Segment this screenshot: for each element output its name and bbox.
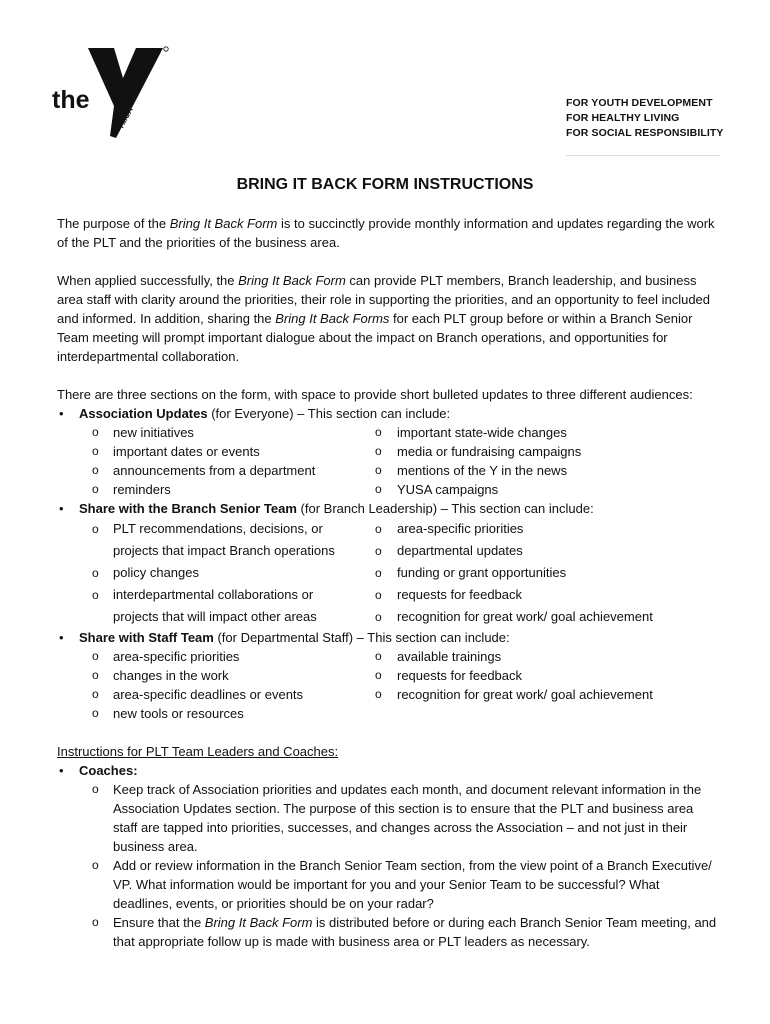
list-item: o area-specific deadlines or events	[57, 685, 375, 704]
benefits-paragraph: When applied successfully, the Bring It Back Form can provide PLT members, Branch leadership, and business area staff with clarity around the priorities, their role in supporting the priorities, and an opportunity to feel included and informed. In addition, sharing the Bring It Back Forms for each PLT group before or within a Branch Senior Team meeting will prompt important dialogue about the impact on Branch operations, and opportunities for interdepartmental collaboration.	[57, 273, 711, 364]
section-staff-team: • Share with Staff Team (for Departmental Staff) – This section can include:	[57, 628, 717, 647]
section-list	[57, 647, 717, 723]
ymca-logo	[52, 44, 177, 144]
list-item: o media or fundraising campaigns	[375, 442, 717, 461]
list-item: o policy changes	[57, 562, 375, 584]
list-item: o changes in the work	[57, 666, 375, 685]
list-item: o mentions of the Y in the news	[375, 461, 717, 480]
instruction-item: o Ensure that the Bring It Back Form is distributed before or during each Branch Senior Team meeting, and that appropriate follow up is made with business area or PLT leaders as necessary.	[57, 913, 717, 951]
section-list	[57, 423, 717, 499]
list-item: o new initiatives	[57, 423, 375, 442]
tagline-line: FOR YOUTH DEVELOPMENT	[566, 97, 713, 109]
section-branch-senior-team: • Share with the Branch Senior Team (for Branch Leadership) – This section can include:	[57, 499, 717, 518]
tagline-line: FOR HEALTHY LIVING	[566, 112, 680, 124]
section-list	[57, 518, 717, 628]
instruction-item: o Keep track of Association priorities and updates each month, and document relevant information in the Association Updates section. The purpose of this section is to ensure that the PLT and business area staff are tapped into priorities, successes, and changes across the Association – and not just in their business area.	[57, 780, 717, 856]
tagline-line: FOR SOCIAL RESPONSIBILITY	[566, 127, 724, 139]
list-item: o recognition for great work/ goal achievement	[375, 606, 717, 628]
list-item: o area-specific priorities	[57, 647, 375, 666]
list-item: o departmental updates	[375, 540, 717, 562]
page-title: BRING IT BACK FORM INSTRUCTIONS	[236, 176, 534, 193]
intro-paragraph: The purpose of the Bring It Back Form is to succinctly provide monthly information and updates regarding the work of the PLT and the priorities of the business area.	[57, 216, 715, 250]
list-item: o PLT recommendations, decisions, or	[57, 518, 375, 540]
list-item: o interdepartmental collaborations or	[57, 584, 375, 606]
list-item: o announcements from a department	[57, 461, 375, 480]
tagline	[566, 96, 724, 141]
list-item: o requests for feedback	[375, 584, 717, 606]
instruction-item: o Add or review information in the Branch Senior Team section, from the view point of a Branch Executive/ VP. What information would be important for you and your Senior Team to be successful? What deadlines, events, or priorities should be on your radar?	[57, 856, 717, 913]
coaches-label: • Coaches:	[57, 761, 717, 780]
logo-letters: YMCA	[115, 105, 135, 131]
list-item: o YUSA campaigns	[375, 480, 717, 499]
list-item: o available trainings	[375, 647, 717, 666]
list-item-continuation: projects that will impact other areas	[113, 609, 317, 624]
list-item: o important state-wide changes	[375, 423, 717, 442]
tagline-divider	[566, 155, 720, 156]
list-item: o reminders	[57, 480, 375, 499]
list-item: o requests for feedback	[375, 666, 717, 685]
section-association-updates: • Association Updates (for Everyone) – This section can include:	[57, 404, 717, 423]
document-body	[57, 214, 717, 951]
registered-mark	[164, 47, 168, 51]
list-item: o funding or grant opportunities	[375, 562, 717, 584]
instructions-heading: Instructions for PLT Team Leaders and Coaches:	[57, 744, 339, 759]
list-item-continuation: projects that impact Branch operations	[113, 543, 335, 558]
list-item: o new tools or resources	[57, 704, 375, 723]
logo-word: the	[52, 86, 90, 114]
sections-paragraph: There are three sections on the form, with space to provide short bulleted updates to three different audiences:	[57, 387, 693, 402]
list-item: o recognition for great work/ goal achievement	[375, 685, 717, 704]
list-item: o important dates or events	[57, 442, 375, 461]
list-item: o area-specific priorities	[375, 518, 717, 540]
